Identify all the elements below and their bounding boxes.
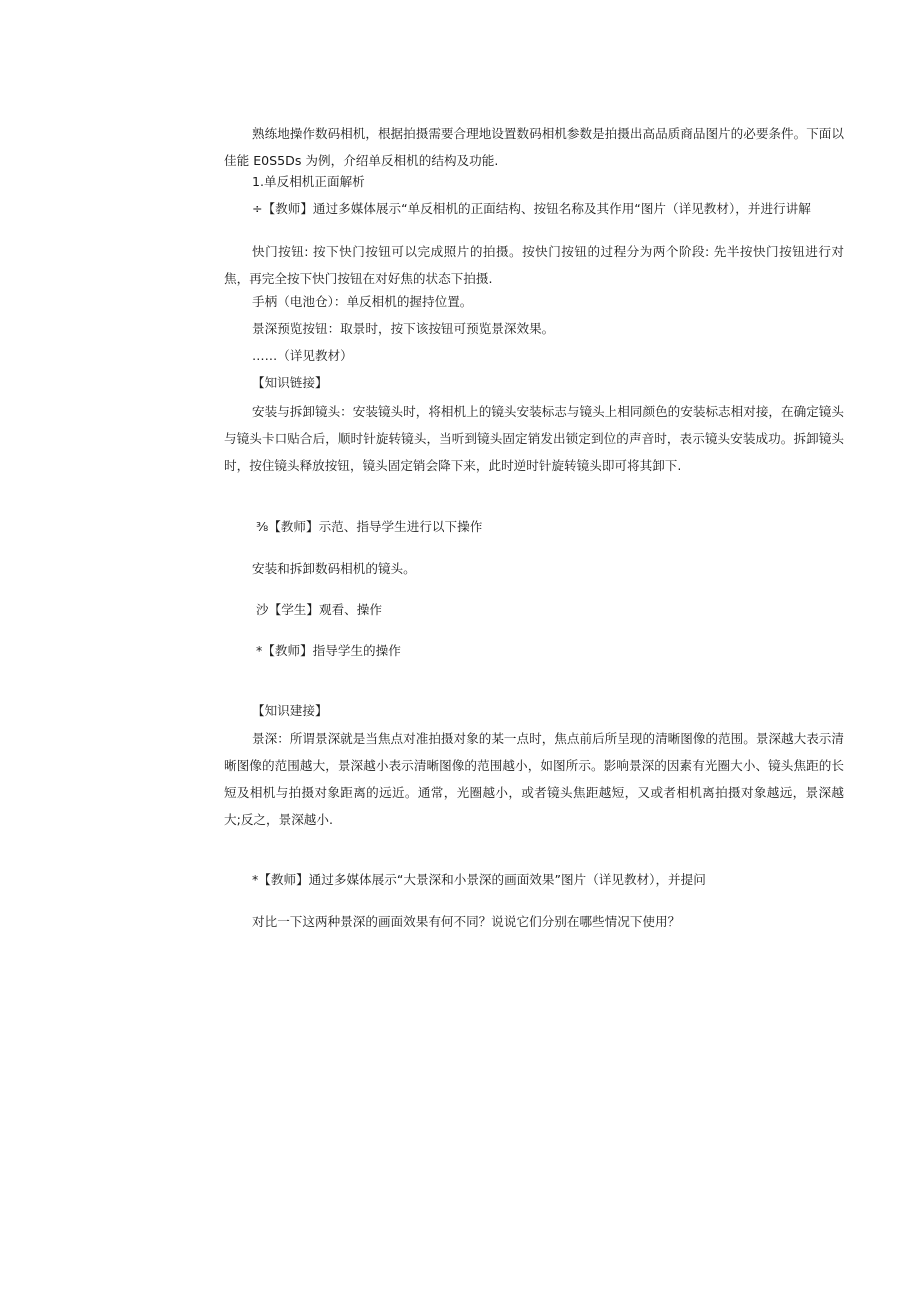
mount-lens-paragraph: 安装与拆卸镜头：安装镜头时，将相机上的镜头安装标志与镜头上相同颜色的安装标志相对接，在确定镜头与镜头卡口贴合后，顺时针旋转镜头，当听到镜头固定销发出锁定到位的声音时，表示镜头安装成功。拆卸镜头时，按住镜头释放按钮，镜头固定销会降下来，此时逆时针旋转镜头即可将其卸下. (224, 404, 844, 473)
see-textbook-line: ……（详见教材） (252, 348, 353, 363)
teacher-demo-line: ⅜【教师】示范、指导学生进行以下操作 (256, 519, 483, 534)
grip-line: 手柄（电池仓）：单反相机的握持位置。 (252, 294, 473, 309)
shutter-button-paragraph: 快门按钮: 按下快门按钮可以完成照片的拍摄。按快门按钮的过程分为两个阶段: 先半按快门按钮进行对焦，再完全按下快门按钮在对好焦的状态下拍摄. (224, 244, 844, 286)
knowledge-link-heading: 【知识链接】 (252, 375, 328, 390)
teacher-guide-line: *【教师】指导学生的操作 (256, 643, 401, 658)
section-heading: 1.单反相机正面解析 (252, 174, 365, 189)
student-watch-line: 沙【学生】观看、操作 (256, 602, 382, 617)
dof-preview-line: 景深预览按钮：取景时，按下该按钮可预览景深效果。 (252, 321, 555, 336)
intro-paragraph: 熟练地操作数码相机，根据拍摄需要合理地设置数码相机参数是拍摄出高品质商品图片的必要条件。下面以佳能 E0S5Ds 为例，介绍单反相机的结构及功能. (224, 126, 844, 168)
depth-of-field-paragraph: 景深：所谓景深就是当焦点对准拍摄对象的某一点时，焦点前后所呈现的清晰图像的范围。景深越大表示清晰图像的范围越大，景深越小表示清晰图像的范围越小，如图所示。影响景深的因素有光圈大小、镜头焦距的长短及相机与拍摄对象距离的远近。通常，光圈越小，或者镜头焦距越短，又或者相机离拍摄对象越远，景深越大;反之，景深越小. (224, 731, 844, 827)
teacher-show-front-line: ÷【教师】通过多媒体展示“单反相机的正面结构、按钮名称及其作用“图片（详见教材），并进行讲解 (252, 201, 811, 216)
teacher-show-dof-line: *【教师】通过多媒体展示“大景深和小景深的画面效果”图片（详见教材），并提问 (252, 872, 706, 887)
question-line: 对比一下这两种景深的画面效果有何不同？说说它们分别在哪些情况下使用？ (252, 914, 681, 929)
knowledge-link-heading-2: 【知识建接】 (252, 703, 328, 718)
task-lens-line: 安装和拆卸数码相机的镜头。 (252, 561, 416, 576)
